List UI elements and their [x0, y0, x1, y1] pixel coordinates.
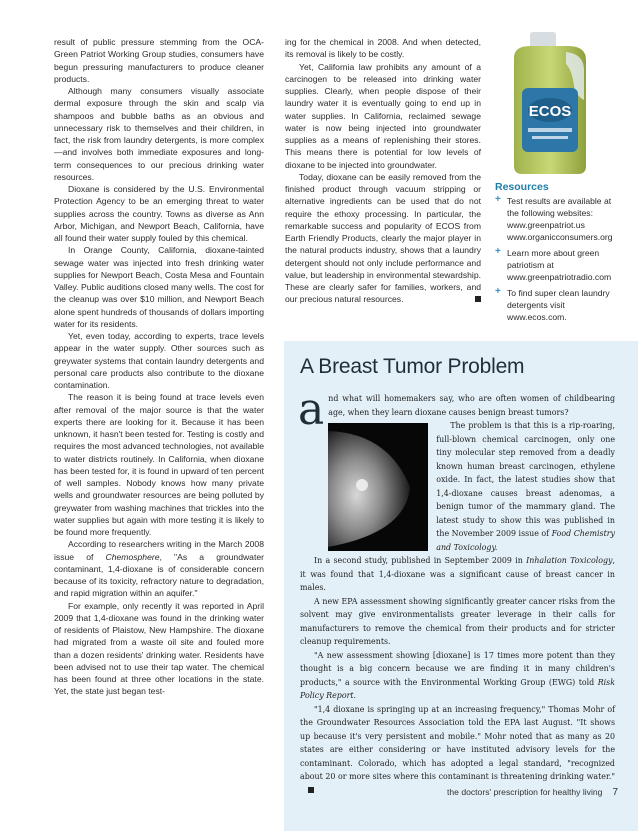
- paragraph: For example, only recently it was reported in April 2009 that 1,4-dioxane was found in the drinking water of residents of Plaistow, New Hampshire. The dioxane had migrated from a waste oil site and fouled more than a dozen residents' drinking water. Residents have been advised not to use their tap water. The chemical has been found at three other locations in the state. Yet, the state just began test-: [54, 600, 264, 697]
- page-number: 7: [612, 787, 618, 798]
- resources-box: [495, 181, 625, 327]
- text-run: According to researchers writing in the March 2008 issue of: [54, 539, 264, 562]
- text-run: .: [353, 691, 357, 700]
- text-run: The problem is that this is a rip-roaring, full-blown chemical carcinogen, only one tiny molecular step removed from a deadly known human breast carcinogen, ethylene oxide. In fact, the latest studies show that 1,4-dioxane causes breast adenomas, a benign tumor of the mammary gland. The latest study to show this was published in the November 2009 issue of: [436, 421, 615, 538]
- resources-title: Resources: [495, 181, 549, 193]
- ecos-bottle-image: [500, 30, 600, 176]
- plus-icon: +: [495, 246, 501, 257]
- resource-link[interactable]: www.greenpatriot.us: [507, 220, 585, 230]
- paragraph: Although many consumers visually associate dermal exposure through the skin and scalp via shampoos and bubble baths as an obvious and unnecessary risk to themselves and their children, in fact, the risk from laundry detergents, is more complex—and involves both immediate exposures and long-term consequences to our precious drinking water resources.: [54, 86, 264, 182]
- text-run: "A new assessment showing [dioxane] is 17 times more potent than they thought is a big concern because we are finding it in many children's products," a source with the Environmental Working Group (EWG) told: [300, 650, 615, 687]
- brand-logo: ECOS: [528, 103, 572, 120]
- paragraph: [300, 703, 615, 798]
- article-column-2: [285, 36, 481, 306]
- text-run: nd what will homemakers say, who are often women of childbearing age, when they learn dioxane causes benign breast tumors?: [328, 394, 615, 417]
- paragraph: [300, 554, 615, 595]
- text-run: Today, dioxane can be easily removed from the finished product through vacuum stripping or alternative ingredients can be used that do not require the ethoxy processing. In particular, the remarkable success and popularity of ECOS from Earth Friendly Products, clearly the major player in the natural products industry, shows that a laundry detergent should not only include performance and value, but leadership in environmental stewardship. These are clearly safer for families, workers, and our precious natural resources.: [285, 171, 481, 305]
- sidebar-title: A Breast Tumor Problem: [300, 355, 525, 378]
- resource-link[interactable]: www.organicconsumers.org: [507, 232, 613, 242]
- paragraph: [298, 384, 615, 435]
- paragraph: [300, 649, 615, 703]
- label-line: [528, 128, 572, 132]
- label-line: [532, 136, 568, 139]
- paragraph: [54, 538, 264, 599]
- end-mark-icon: [475, 296, 481, 302]
- resource-item: [495, 247, 625, 283]
- tumor-spot: [356, 479, 368, 491]
- paragraph: Dioxane is considered by the U.S. Environmental Protection Agency to be an emerging threat to water supplies across the country. Towns as diverse as Ann Arbor, Michigan, and Newport Beach, California, have all found their water supply fouled by this chemical.: [54, 184, 264, 243]
- paragraph: [300, 419, 615, 554]
- paragraph: Yet, California law prohibits any amount of a carcinogen to be released into drinking water supplies. Clearly, when people dispose of their laundry water it is eventually going to end up in water supplies. In California, reclaimed sewage water is now being injected into groundwater supplies as a means of replenishing their stores. This means there is potential for low levels of dioxane to be injected into groundwater.: [285, 61, 481, 170]
- end-mark-icon: [308, 787, 314, 793]
- resource-text: To find super clean laundry detergents visit: [507, 288, 610, 310]
- page-footer: [447, 787, 618, 798]
- text-run: , it was found that 1,4-dioxane was a significant cause of breast cancer in males.: [300, 556, 615, 592]
- journal-title: Risk Policy Report: [300, 677, 615, 700]
- resource-text: Learn more about green patriotism at: [507, 248, 600, 270]
- paragraph: [285, 171, 481, 306]
- sidebar-body: [298, 384, 615, 797]
- text-run: In a second study, published in September 2009 in: [314, 556, 527, 565]
- drop-cap: a: [298, 384, 325, 435]
- resource-link[interactable]: www.greenpatriotradio.com: [507, 272, 612, 282]
- paragraph: A new EPA assessment showing significantly greater cancer risks from the solvent may give environmentalists greater leverage in their calls for manufacturers to remove the chemical from their products and for stricter cleanup requirements.: [300, 596, 615, 646]
- footer-tagline: the doctors' prescription for healthy living: [446, 787, 603, 797]
- paragraph: Yet, even today, according to experts, trace levels appear in the water supply. Other sources such as greywater systems that contain laundry detergents and personal care products also contribute to the dioxane contamination.: [54, 331, 264, 390]
- resource-text: Test results are available at the following websites:: [507, 196, 612, 218]
- journal-title: Chemosphere: [105, 551, 160, 562]
- bottle-cap: [530, 32, 556, 48]
- text-run: "1,4 dioxane is springing up at an increasing frequency," Thomas Mohr of the Groundwater Resources Association told the EPA last August. "It shows up because it's very persistent and mobile." Mohr noted that as many as 20 states are either considering or have instituted advisory levels for the contaminant. Colorado, which has adopted a legal standard, "recognized about 20 or more sites where this contaminant is threatening drinking water.": [300, 704, 615, 781]
- article-column-1: [54, 36, 264, 698]
- plus-icon: +: [495, 286, 501, 297]
- journal-title: Food Chemistry and Toxicology.: [436, 529, 615, 552]
- text-run: , "As a groundwater contaminant, 1,4-dioxane is of considerable concern because of its toxicity, refractory nature to degradation, and rapid migration within an aquifer.": [54, 551, 264, 599]
- paragraph: result of public pressure stemming from the OCA-Green Patriot Working Group studies, consumers have begun pressuring manufacturers to produce cleaner products.: [54, 37, 264, 84]
- paragraph: ing for the chemical in 2008. And when detected, its removal is likely to be costly.: [285, 37, 481, 60]
- resource-item: [495, 287, 625, 323]
- mammogram-image: [328, 423, 428, 551]
- paragraph: The reason it is being found at trace levels even after removal of the major source is that the water experts there are looking for it. Because it has been unknown, it hasn't been tested for. Testing is costly and requires the most advanced technologies, not available to water districts routinely. In California, when dioxane has been tested for, it is found in upward of ten percent of well samples. Nobody knows how many private wells and groundwater resources are being polluted by greywater from washing machines that trickles into the water supplies but again with more testing it is likely to be found more frequently.: [54, 392, 264, 537]
- resource-item: [495, 195, 625, 243]
- journal-title: Inhalation Toxicology: [526, 556, 613, 565]
- paragraph: In Orange County, California, dioxane-tainted sewage water was injected into fresh drinking water supplies for Newport Beach, Costa Mesa and Fountain Valley. Public auditions closed many wells. The cost for the cleanup was over $10 million, and Newport Beach alone spent hundreds of thousands of dollars importing water for its residents.: [54, 245, 264, 329]
- resource-link[interactable]: www.ecos.com.: [507, 312, 567, 322]
- plus-icon: +: [495, 194, 501, 205]
- resources-list: [495, 195, 625, 323]
